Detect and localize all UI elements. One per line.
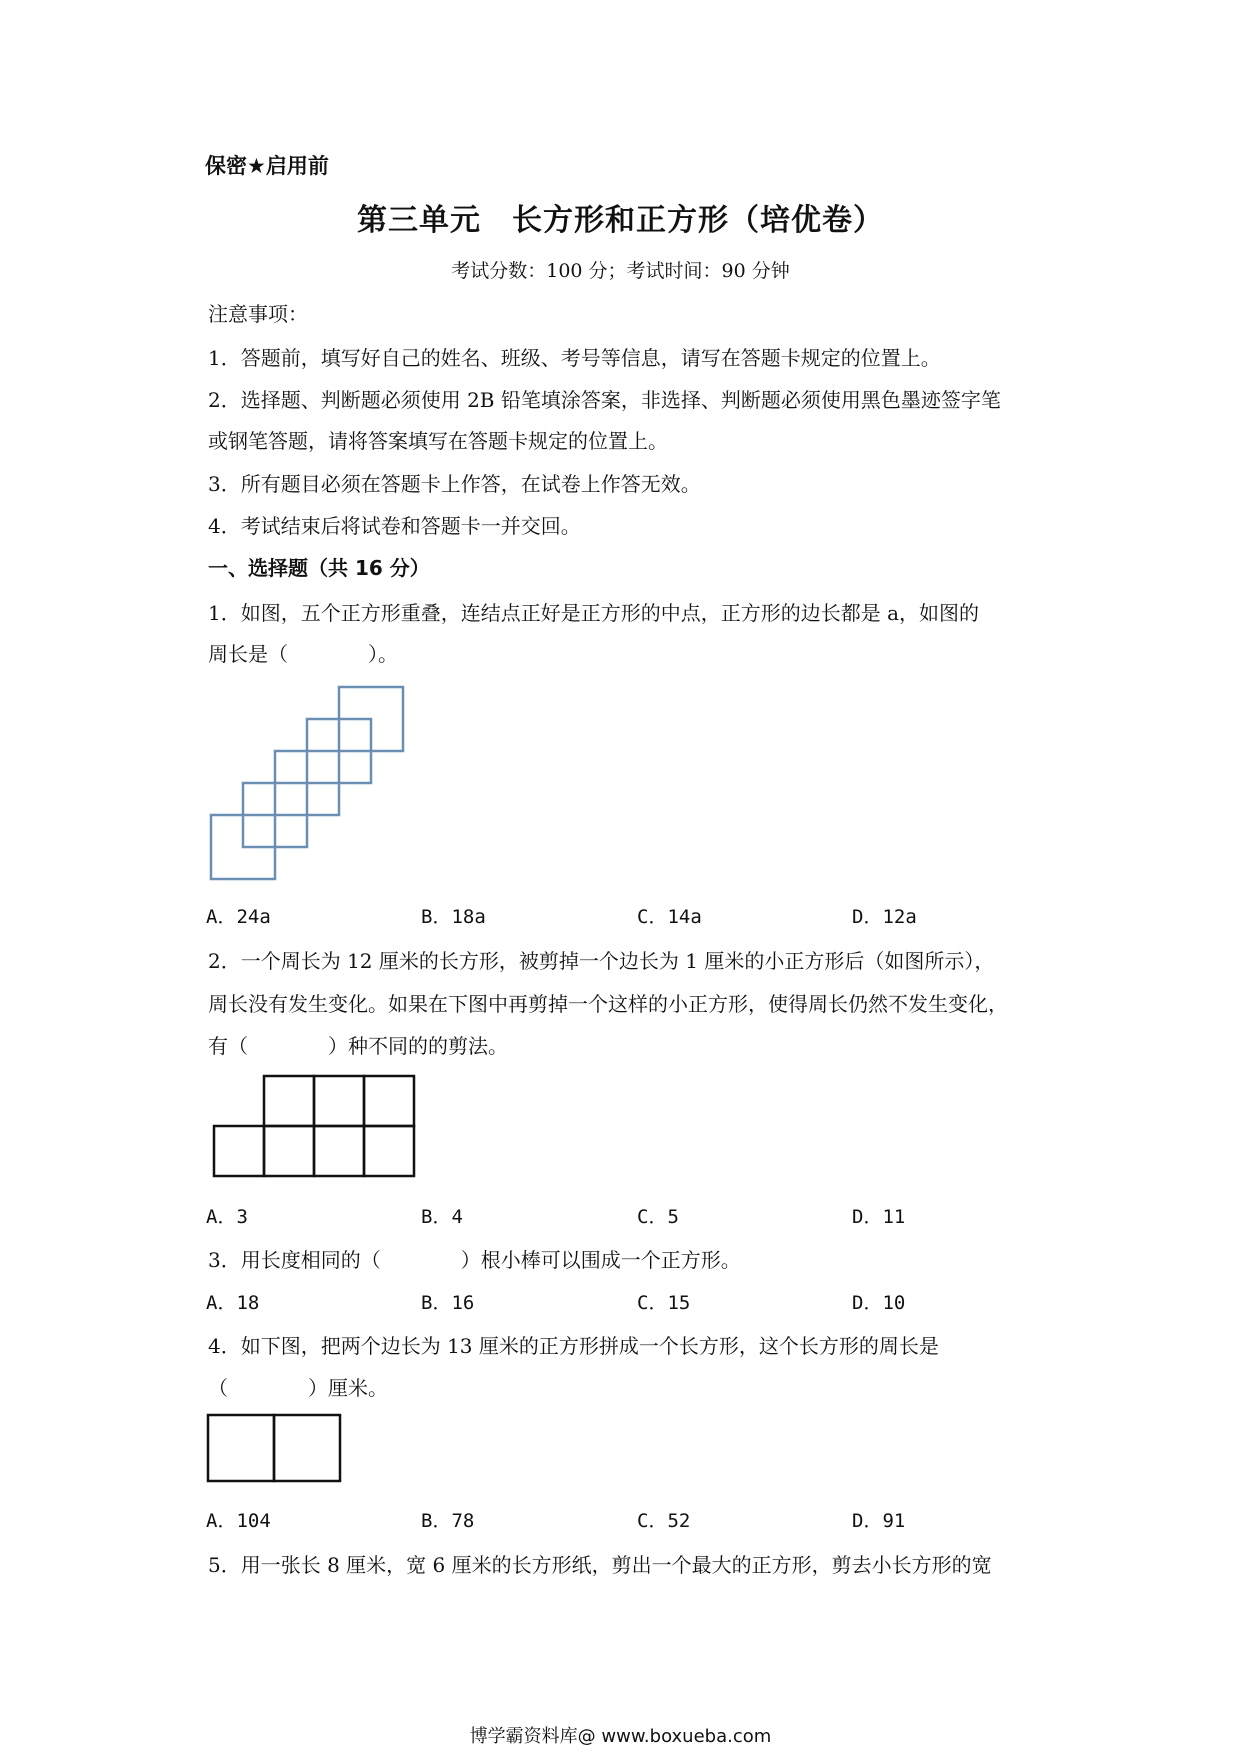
option-b: B．16: [421, 1292, 475, 1314]
page-title: 第三单元 长方形和正方形（培优卷）: [357, 203, 884, 238]
section-heading: 一、选择题（共 16 分）: [208, 556, 430, 580]
grid-cell: [214, 1126, 264, 1176]
option-d: D．11: [852, 1206, 906, 1228]
option-a: A．24a: [206, 906, 271, 928]
question-2-text: 周长没有发生变化。如果在下图中再剪掉一个这样的小正方形，使得周长仍然不发生变化，: [208, 992, 1008, 1016]
notice-heading: 注意事项：: [208, 302, 308, 326]
option-a: A．18: [206, 1292, 260, 1314]
exam-info: 考试分数：100 分；考试时间：90 分钟: [451, 260, 790, 282]
question-1-text: 周长是（ ）。: [208, 642, 398, 666]
option-d: D．12a: [852, 906, 917, 928]
grid-cell: [264, 1126, 314, 1176]
question-5-text: 5．用一张长 8 厘米，宽 6 厘米的长方形纸，剪出一个最大的正方形，剪去小长方形的宽: [208, 1553, 992, 1577]
question-2-text: 有（ ）种不同的的剪法。: [208, 1034, 508, 1058]
question-4-text: （ ）厘米。: [208, 1376, 388, 1400]
option-b: B．78: [421, 1510, 475, 1532]
option-b: B．4: [421, 1206, 463, 1228]
option-c: C．5: [637, 1206, 679, 1228]
grid-cell: [314, 1076, 364, 1126]
grid-cell: [364, 1126, 414, 1176]
grid-cell: [364, 1076, 414, 1126]
question-2-text: 2．一个周长为 12 厘米的长方形，被剪掉一个边长为 1 厘米的小正方形后（如图所示），: [208, 949, 995, 973]
notice-item: 3．所有题目必须在答题卡上作答，在试卷上作答无效。: [208, 472, 701, 496]
option-c: C．14a: [637, 906, 702, 928]
notice-item: 1．答题前，填写好自己的姓名、班级、考号等信息，请写在答题卡规定的位置上。: [208, 346, 941, 370]
option-c: C．15: [637, 1292, 691, 1314]
option-c: C．52: [637, 1510, 691, 1532]
footer-watermark: 博学霸资料库@ www.boxueba.com: [469, 1726, 772, 1747]
question-3-text: 3．用长度相同的（ ）根小棒可以围成一个正方形。: [208, 1248, 741, 1272]
square: [274, 1415, 340, 1481]
square: [208, 1415, 274, 1481]
question-4-figure: [0, 0, 1, 1]
grid-cell: [264, 1076, 314, 1126]
notice-item: 2．选择题、判断题必须使用 2B 铅笔填涂答案，非选择、判断题必须使用黑色墨迹签字笔: [208, 388, 1001, 412]
option-a: A．3: [206, 1206, 248, 1228]
notice-item: 或钢笔答题，请将答案填写在答题卡规定的位置上。: [208, 429, 668, 453]
option-a: A．104: [206, 1510, 271, 1532]
option-d: D．10: [852, 1292, 906, 1314]
question-1-text: 1．如图，五个正方形重叠，连结点正好是正方形的中点，正方形的边长都是 a，如图的: [208, 601, 980, 625]
option-b: B．18a: [421, 906, 486, 928]
grid-cell: [314, 1126, 364, 1176]
notice-item: 4．考试结束后将试卷和答题卡一并交回。: [208, 514, 581, 538]
question-4-text: 4．如下图，把两个边长为 13 厘米的正方形拼成一个长方形，这个长方形的周长是: [208, 1334, 939, 1358]
option-d: D．91: [852, 1510, 906, 1532]
secret-label: 保密★启用前: [205, 154, 329, 178]
